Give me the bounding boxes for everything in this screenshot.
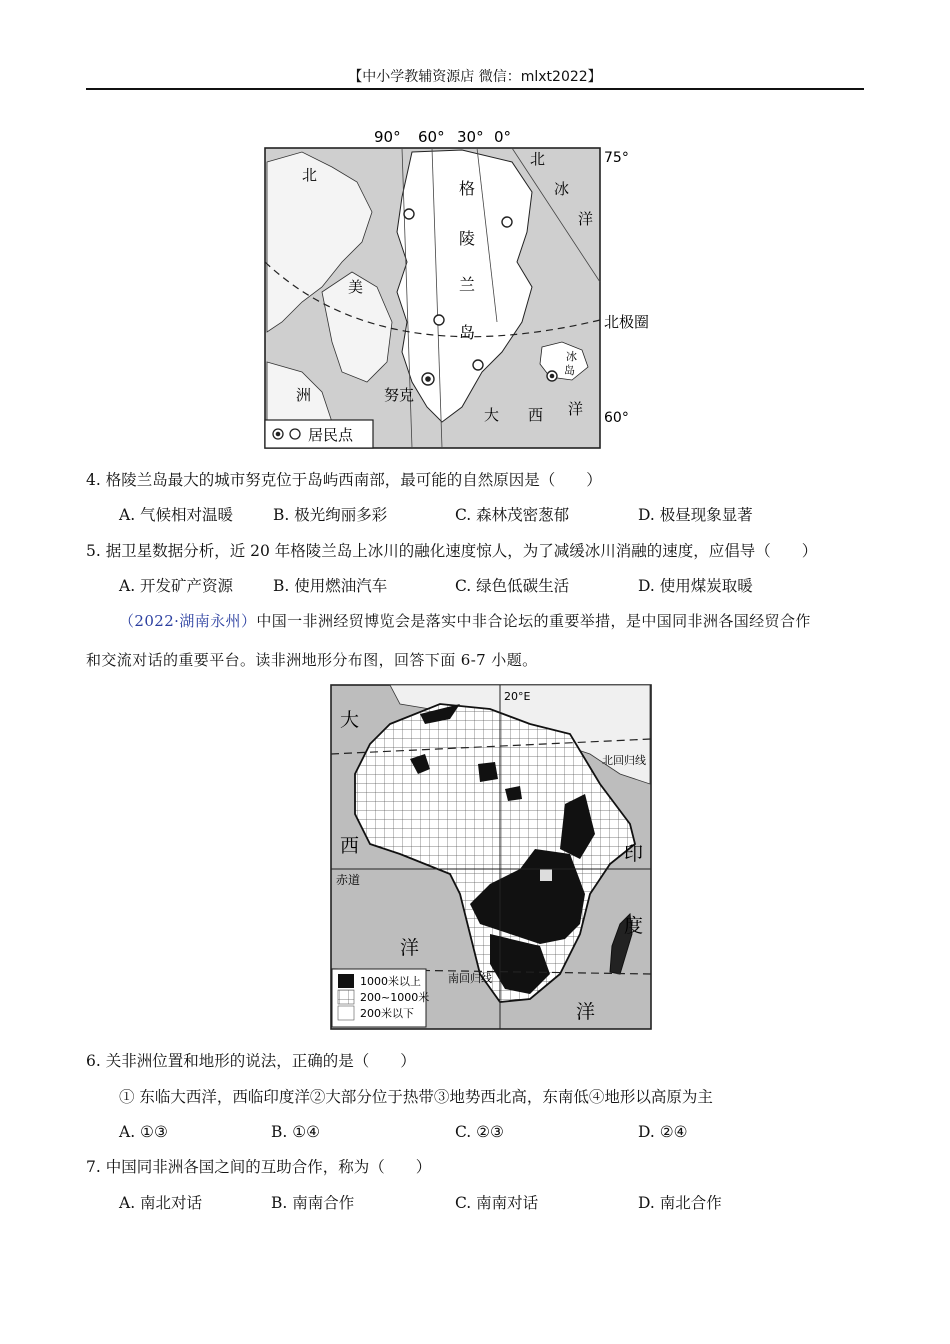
na-char-1: 北 bbox=[302, 166, 318, 184]
q7-option-b[interactable]: B. 南南合作 bbox=[271, 1194, 355, 1212]
q5-stem: 5. 据卫星数据分析，近 20 年格陵兰岛上冰川的融化速度惊人，为了减缓冰川消融的速度，应倡导（ ） bbox=[86, 542, 818, 560]
indian-char-1: 印 bbox=[624, 843, 644, 865]
nuuk-label: 努克 bbox=[384, 386, 415, 404]
iceland-char-2: 岛 bbox=[564, 364, 575, 377]
greenland-map bbox=[262, 122, 667, 452]
island-char-1: 格 bbox=[459, 179, 476, 198]
atlantic-char-2: 西 bbox=[340, 835, 360, 857]
q5-option-a[interactable]: A. 开发矿产资源 bbox=[119, 577, 234, 595]
island-char-4: 岛 bbox=[459, 323, 476, 342]
atlantic-char-3: 洋 bbox=[568, 400, 584, 418]
settlement-1 bbox=[404, 209, 414, 219]
q6-option-d[interactable]: D. ②④ bbox=[638, 1123, 688, 1141]
arctic-circle-label: 北极圈 bbox=[604, 313, 650, 331]
atlantic-char-1: 大 bbox=[484, 406, 500, 424]
indian-char-2: 度 bbox=[624, 915, 644, 937]
q7-option-d[interactable]: D. 南北合作 bbox=[638, 1194, 722, 1212]
intro-text-1: 中国一非洲经贸博览会是落实中非合论坛的重要举措，是中国同非洲各国经贸合作 bbox=[256, 612, 811, 630]
legend-swatch-low bbox=[338, 1006, 354, 1020]
lake-victoria bbox=[540, 869, 552, 881]
nuuk-dot bbox=[425, 376, 431, 382]
q6-option-b[interactable]: B. ①④ bbox=[271, 1123, 321, 1141]
legend-low: 200米以下 bbox=[360, 1007, 414, 1020]
tibesti-highland bbox=[478, 762, 498, 782]
atlantic-char-1: 大 bbox=[340, 709, 360, 731]
settlement-2 bbox=[502, 217, 512, 227]
tropic-cancer-label: 北回归线 bbox=[602, 754, 646, 767]
q4-option-a[interactable]: A. 气候相对温暖 bbox=[119, 506, 234, 524]
lat-label-75: 75° bbox=[604, 150, 629, 166]
equator-label: 赤道 bbox=[336, 873, 361, 887]
intro-line-1 bbox=[119, 611, 811, 631]
na-char-2: 美 bbox=[348, 278, 364, 296]
q5-option-b[interactable]: B. 使用燃油汽车 bbox=[273, 577, 388, 595]
legend-swatch-mid bbox=[338, 990, 354, 1004]
ocean-north-char-2: 冰 bbox=[554, 180, 570, 198]
island-char-2: 陵 bbox=[459, 229, 476, 248]
legend-label: 居民点 bbox=[308, 426, 354, 444]
q6-statements: ① 东临大西洋，西临印度洋②大部分位于热带③地势西北高，东南低④地形以高原为主 bbox=[119, 1088, 713, 1106]
ocean-north-char-3: 洋 bbox=[578, 210, 594, 228]
header-rule bbox=[86, 88, 864, 90]
q4-option-b[interactable]: B. 极光绚丽多彩 bbox=[273, 506, 388, 524]
q4-option-d[interactable]: D. 极昼现象显著 bbox=[638, 506, 753, 524]
q6-option-a[interactable]: A. ①③ bbox=[119, 1123, 168, 1141]
africa-map bbox=[330, 684, 652, 1032]
lat-label-60: 60° bbox=[604, 410, 629, 426]
lon-label-90: 90° bbox=[374, 128, 401, 146]
intro-source: （2022·湖南永州） bbox=[119, 612, 257, 630]
q6-option-c[interactable]: C. ②③ bbox=[455, 1123, 504, 1141]
lon-label-0: 0° bbox=[494, 128, 512, 146]
legend-symbol-settlement bbox=[290, 429, 300, 439]
reykjavik-dot bbox=[550, 374, 555, 379]
tropic-capricorn-label: 南回归线 bbox=[448, 972, 492, 985]
lon-label-60: 60° bbox=[418, 128, 445, 146]
iceland-char-1: 冰 bbox=[566, 350, 577, 363]
q5-option-d[interactable]: D. 使用煤炭取暖 bbox=[638, 577, 753, 595]
island-char-3: 兰 bbox=[459, 275, 476, 294]
legend-high: 1000米以上 bbox=[360, 975, 421, 988]
settlement-4 bbox=[473, 360, 483, 370]
legend-mid: 200~1000米 bbox=[360, 991, 430, 1004]
q5-option-c[interactable]: C. 绿色低碳生活 bbox=[455, 577, 570, 595]
q6-stem: 6. 关非洲位置和地形的说法，正确的是（ ） bbox=[86, 1052, 416, 1070]
atlantic-char-3: 洋 bbox=[400, 937, 420, 959]
settlement-3 bbox=[434, 315, 444, 325]
ocean-north-char-1: 北 bbox=[530, 150, 546, 168]
legend-swatch-high bbox=[338, 974, 354, 988]
intro-line-2: 和交流对话的重要平台。读非洲地形分布图，回答下面 6-7 小题。 bbox=[86, 651, 538, 669]
na-char-3: 洲 bbox=[296, 386, 312, 404]
q4-stem: 4. 格陵兰岛最大的城市努克位于岛屿西南部，最可能的自然原因是（ ） bbox=[86, 471, 602, 489]
page-header: 【中小学教辅资源店 微信：mlxt2022】 bbox=[348, 69, 602, 85]
indian-char-3: 洋 bbox=[576, 1001, 596, 1023]
meridian-label: 20°E bbox=[504, 690, 531, 703]
lon-label-30: 30° bbox=[457, 128, 484, 146]
q7-stem: 7. 中国同非洲各国之间的互助合作，称为（ ） bbox=[86, 1158, 432, 1176]
atlantic-char-2: 西 bbox=[528, 406, 544, 424]
q4-option-c[interactable]: C. 森林茂密葱郁 bbox=[455, 506, 570, 524]
q7-option-c[interactable]: C. 南南对话 bbox=[455, 1194, 539, 1212]
q7-option-a[interactable]: A. 南北对话 bbox=[119, 1194, 203, 1212]
